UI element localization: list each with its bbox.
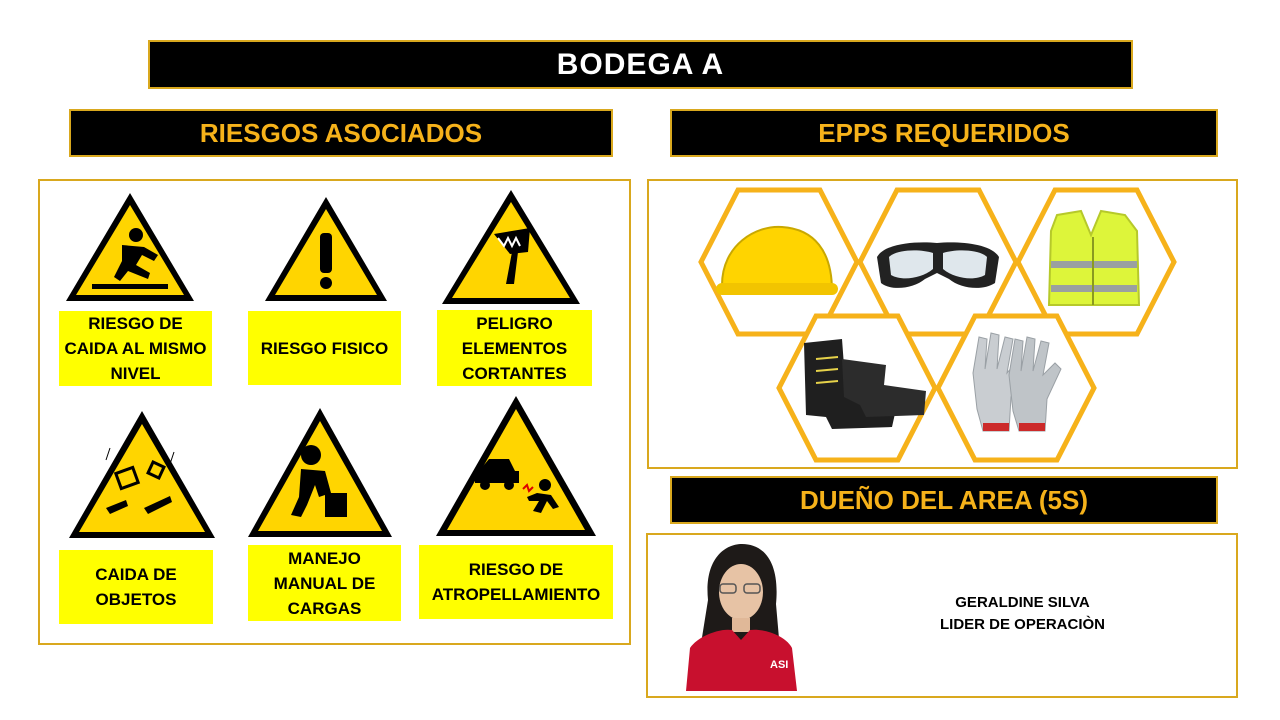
risks-title: RIESGOS ASOCIADOS [199, 117, 483, 148]
slip-fall-warning-icon [62, 189, 198, 305]
ppe-hex-gloves [935, 313, 1097, 463]
owner-photo [680, 540, 801, 691]
vehicle-pedestrian-warning-icon [433, 393, 599, 539]
shirt-logo-text: ASI [770, 659, 789, 671]
ppe-hex-boots [776, 313, 938, 463]
owner-name: GERALDINE SILVA [955, 594, 1090, 611]
owner-info [880, 592, 1165, 636]
risk-label-slip-fall: RIESGO DE CAIDA AL MISMO NIVEL [59, 311, 212, 386]
ppe-title: EPPS REQUERIDOS [818, 117, 1070, 148]
risk-label-falling-objects: CAIDA DE OBJETOS [59, 550, 213, 624]
risk-label-cutting: PELIGRO ELEMENTOS CORTANTES [437, 310, 592, 386]
risk-label-physical: RIESGO FISICO [248, 311, 401, 385]
exclamation-warning-icon [261, 193, 391, 305]
owner-role: LIDER DE OPERACIÒN [939, 616, 1105, 633]
risk-label-manual-handling: MANEJO MANUAL DE CARGAS [248, 545, 401, 621]
ppe-section-header [670, 109, 1218, 157]
falling-objects-warning-icon [66, 408, 218, 541]
page-title: BODEGA A [556, 47, 725, 81]
risks-section-header [69, 109, 613, 157]
manual-lifting-warning-icon [245, 405, 395, 540]
cutting-hazard-warning-icon [440, 188, 582, 306]
owner-title: DUEÑO DEL AREA (5S) [800, 484, 1088, 515]
risk-label-run-over: RIESGO DE ATROPELLAMIENTO [419, 545, 613, 619]
page-title-bar [148, 40, 1133, 89]
owner-section-header [670, 476, 1218, 524]
